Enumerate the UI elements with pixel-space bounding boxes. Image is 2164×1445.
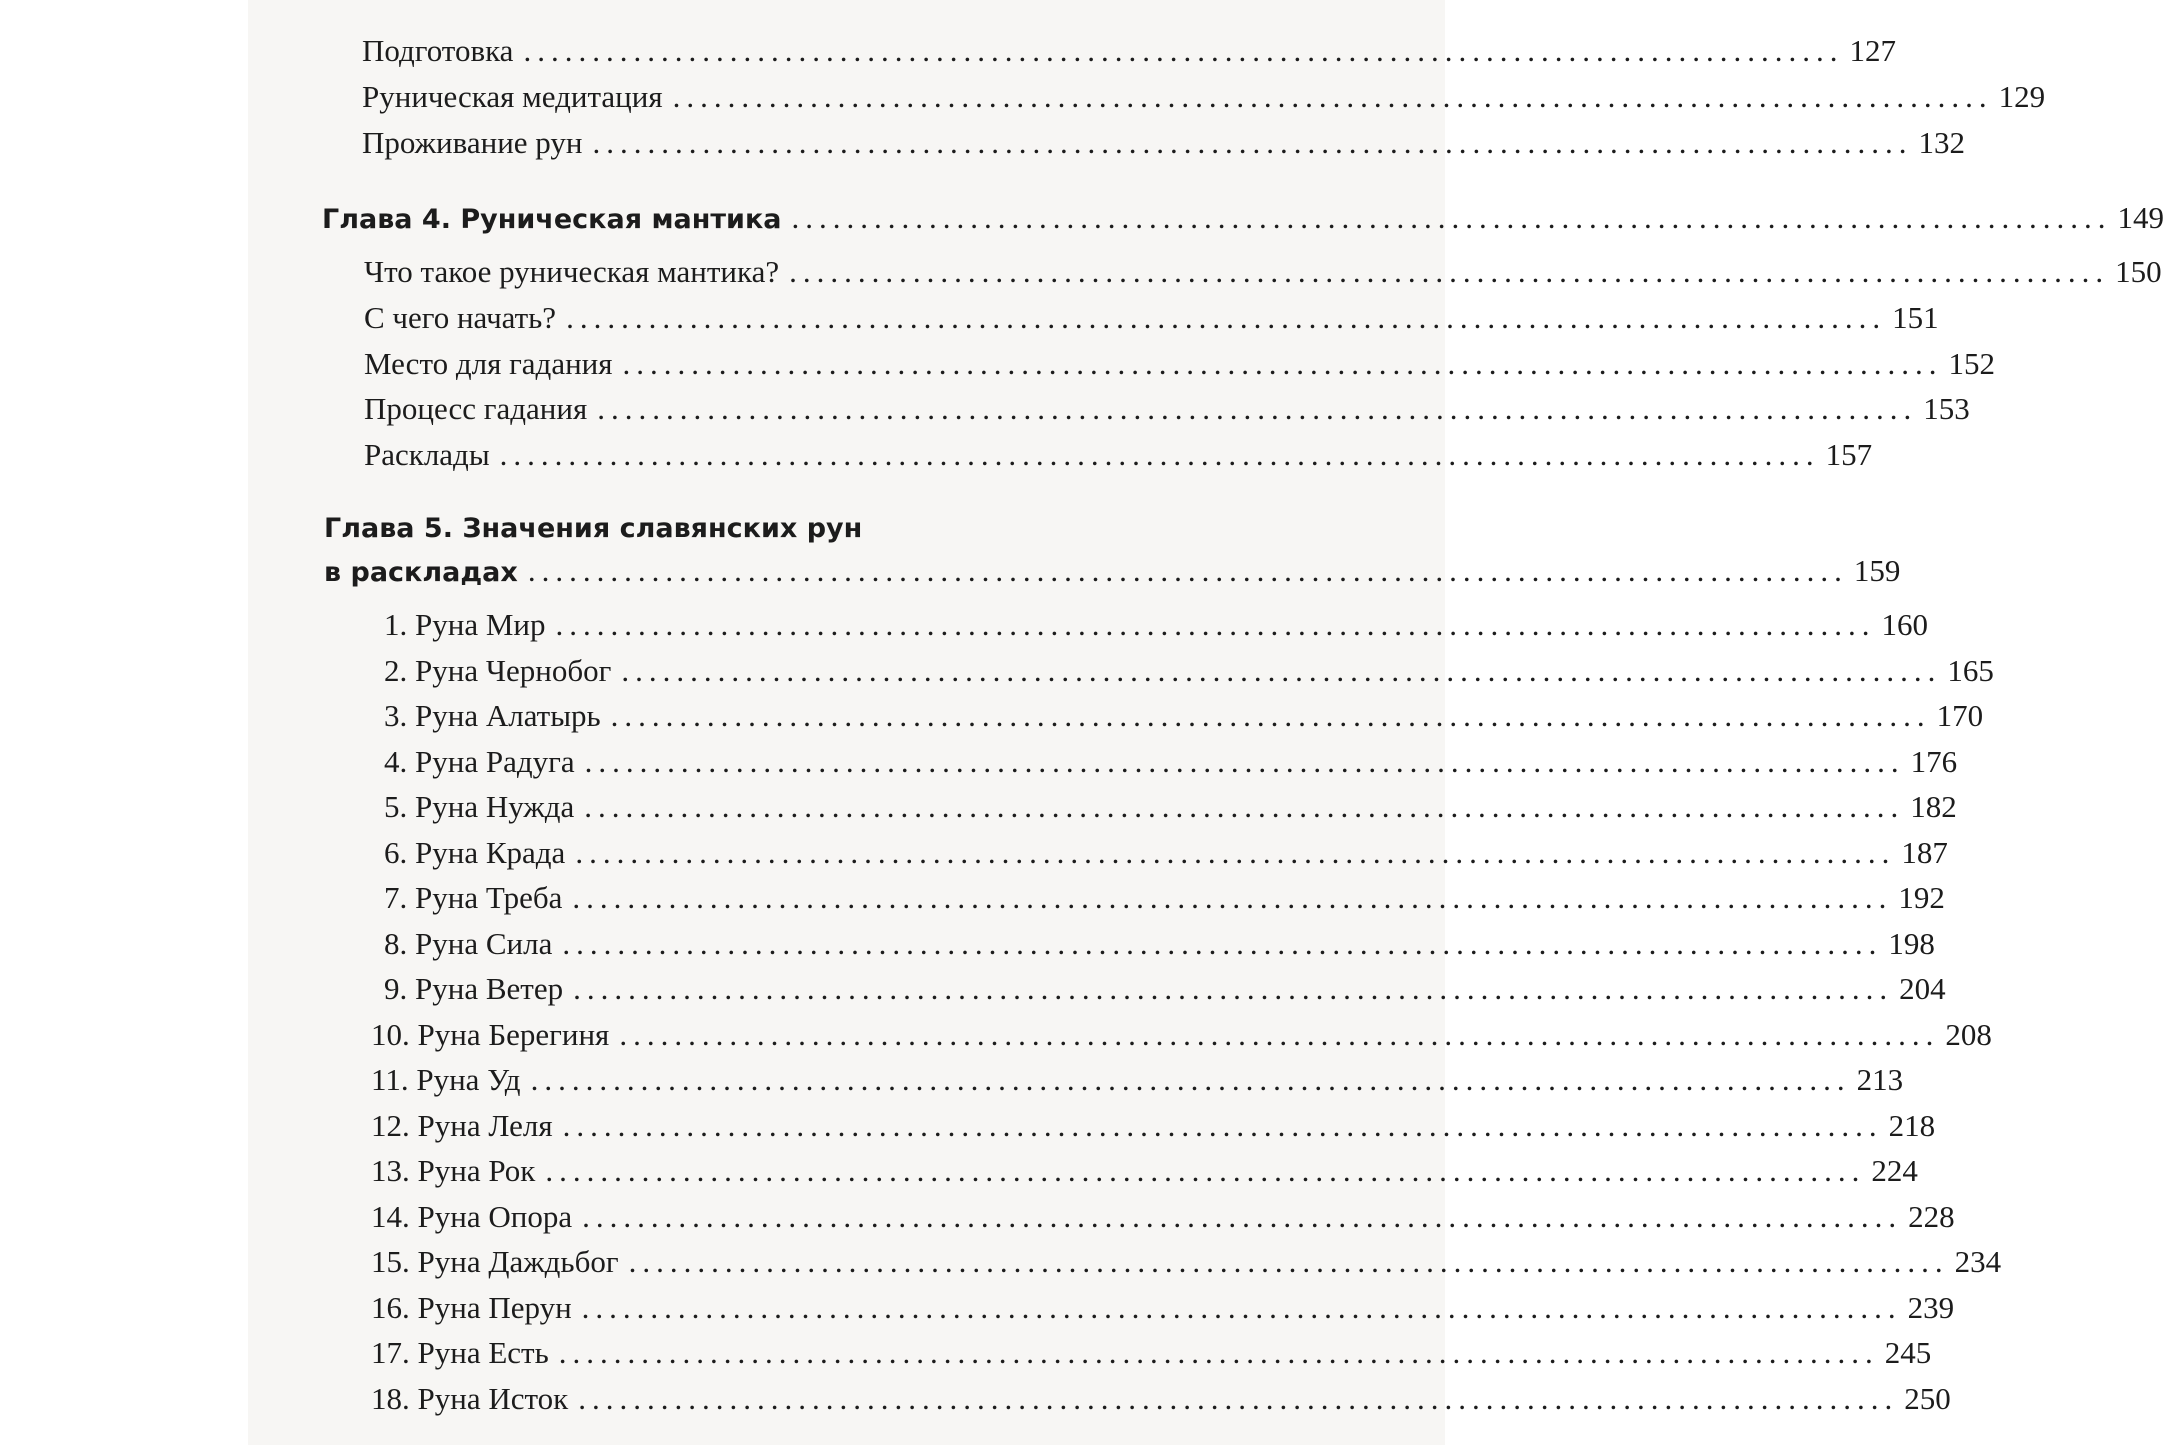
dot-leader: ................................................................................................ [573,971,1894,1006]
rune-entry [371,1244,2002,1280]
dot-leader: ................................................................................................ [628,1244,1949,1279]
rune-entry [384,653,1994,689]
rune-entry [384,835,1948,871]
rune-entry-title: 18. Руна Исток [371,1381,569,1416]
dot-leader: ................................................................................................ [791,200,2112,235]
rune-entry-page: 245 [1884,1335,1932,1370]
toc-entry-title: Место для гадания [364,346,613,381]
dot-leader: ................................................................................................ [572,880,1893,915]
rune-entry-title: 12. Руна Леля [371,1108,553,1143]
rune-entry-title: 5. Руна Нужда [384,789,575,824]
rune-entry [384,971,1946,1007]
rune-entry [371,1017,1992,1053]
dot-leader: ................................................................................................ [527,553,1848,588]
rune-entry-page: 192 [1898,880,1945,915]
toc-entry-page: 129 [1998,79,2046,114]
toc-entry-title: Расклады [364,437,490,472]
rune-entry-page: 224 [1871,1153,1918,1188]
dot-leader: ................................................................................................ [592,125,1913,160]
toc-entry-title: С чего начать? [364,300,557,335]
rune-entry [371,1381,1951,1417]
dot-leader: ................................................................................................ [578,1381,1899,1416]
rune-entry [384,789,1957,825]
rune-entry-page: 234 [1954,1244,2002,1279]
toc-entry-page: 151 [1892,300,1939,335]
rune-entry-title: 10. Руна Берегиня [371,1017,610,1052]
rune-entry-page: 218 [1888,1108,1936,1143]
toc-entry-title: Процесс гадания [364,391,588,426]
rune-entry [371,1108,1936,1144]
toc-entry-page: 132 [1918,125,1965,160]
rune-entry-page: 182 [1910,789,1957,824]
rune-entry [384,744,1958,780]
toc-entry-title: Подготовка [362,33,514,68]
toc-chapter-page: 159 [1853,553,1901,588]
rune-entry [384,926,1935,962]
toc-entry-page: 157 [1825,437,1873,472]
toc-entry-page: 127 [1849,33,1896,68]
rune-entry-page: 198 [1888,926,1935,961]
rune-entry-page: 165 [1947,653,1994,688]
toc-chapter-page: 149 [2117,200,2164,235]
toc-entry [364,254,2162,290]
dot-leader: ................................................................................................ [582,1199,1903,1234]
dot-leader: ................................................................................................ [789,254,2110,289]
toc-entry [364,300,1939,336]
rune-entry-title: 7. Руна Треба [384,880,563,915]
rune-entry-title: 4. Руна Радуга [384,744,575,779]
dot-leader: ................................................................................................ [584,789,1905,824]
rune-entry [384,607,1928,643]
dot-leader: ................................................................................................ [523,33,1844,68]
toc-entry-page: 150 [2115,254,2162,289]
dot-leader: ................................................................................................ [499,437,1820,472]
dot-leader: ................................................................................................ [575,835,1896,870]
dot-leader: ................................................................................................ [562,926,1883,961]
rune-entry-page: 239 [1907,1290,1955,1325]
toc-chapter-title-line1: Глава 5. Значения славянских рун [324,513,863,544]
toc-entry [362,125,1965,161]
dot-leader: ................................................................................................ [584,744,1905,779]
rune-entry [371,1335,1932,1371]
rune-entry-page: 213 [1856,1062,1904,1097]
rune-entry-page: 170 [1936,698,1984,733]
dot-leader: ................................................................................................ [566,300,1887,335]
rune-entry-title: 14. Руна Опора [371,1199,573,1234]
toc-entry-title: Руническая медитация [362,79,663,114]
dot-leader: ................................................................................................ [622,346,1943,381]
rune-entry [371,1062,1904,1098]
dot-leader: ................................................................................................ [619,1017,1940,1052]
rune-entry-title: 3. Руна Алатырь [384,698,601,733]
rune-entry-page: 187 [1901,835,1948,870]
rune-entry-title: 15. Руна Даждьбог [371,1244,619,1279]
rune-entry [371,1199,1955,1235]
dot-leader: ................................................................................................ [555,607,1876,642]
rune-entry-title: 6. Руна Крада [384,835,566,870]
toc-chapter-title-line2: в раскладах [324,557,518,588]
toc-entry [362,79,2046,115]
rune-entry-page: 228 [1908,1199,1955,1234]
rune-entry-title: 13. Руна Рок [371,1153,536,1188]
toc-chapter-title: Глава 4. Руническая мантика [322,204,782,235]
dot-leader: ................................................................................................ [597,391,1918,426]
toc-entry [364,437,1873,473]
dot-leader: ................................................................................................ [558,1335,1879,1370]
rune-entry-title: 2. Руна Чернобог [384,653,612,688]
toc-entry-page: 153 [1923,391,1970,426]
dot-leader: ................................................................................................ [581,1290,1902,1325]
rune-entry-title: 11. Руна Уд [371,1062,521,1097]
toc-chapter [322,200,2164,236]
dot-leader: ................................................................................................ [610,698,1931,733]
toc-entry-title: Что такое руническая мантика? [364,254,780,289]
rune-entry-title: 8. Руна Сила [384,926,553,961]
rune-entry-page: 208 [1945,1017,1992,1052]
dot-leader: ................................................................................................ [562,1108,1883,1143]
toc-entry-page: 152 [1948,346,1996,381]
rune-entry [384,880,1945,916]
toc-entry-title: Проживание рун [362,125,583,160]
rune-entry [371,1153,1918,1189]
rune-entry-title: 9. Руна Ветер [384,971,564,1006]
rune-entry-page: 176 [1910,744,1958,779]
rune-entry [371,1290,1955,1326]
rune-entry-page: 160 [1881,607,1928,642]
rune-entry-title: 1. Руна Мир [384,607,546,642]
dot-leader: ................................................................................................ [530,1062,1851,1097]
rune-entry-title: 16. Руна Перун [371,1290,572,1325]
dot-leader: ................................................................................................ [545,1153,1866,1188]
dot-leader: ................................................................................................ [621,653,1942,688]
dot-leader: ................................................................................................ [672,79,1993,114]
toc-chapter [324,553,1901,589]
rune-entry-page: 250 [1904,1381,1951,1416]
rune-entry [384,698,1984,734]
rune-entry-page: 204 [1899,971,1946,1006]
rune-entry-title: 17. Руна Есть [371,1335,549,1370]
toc-entry [364,391,1970,427]
toc-entry [362,33,1896,69]
toc-entry [364,346,1996,382]
